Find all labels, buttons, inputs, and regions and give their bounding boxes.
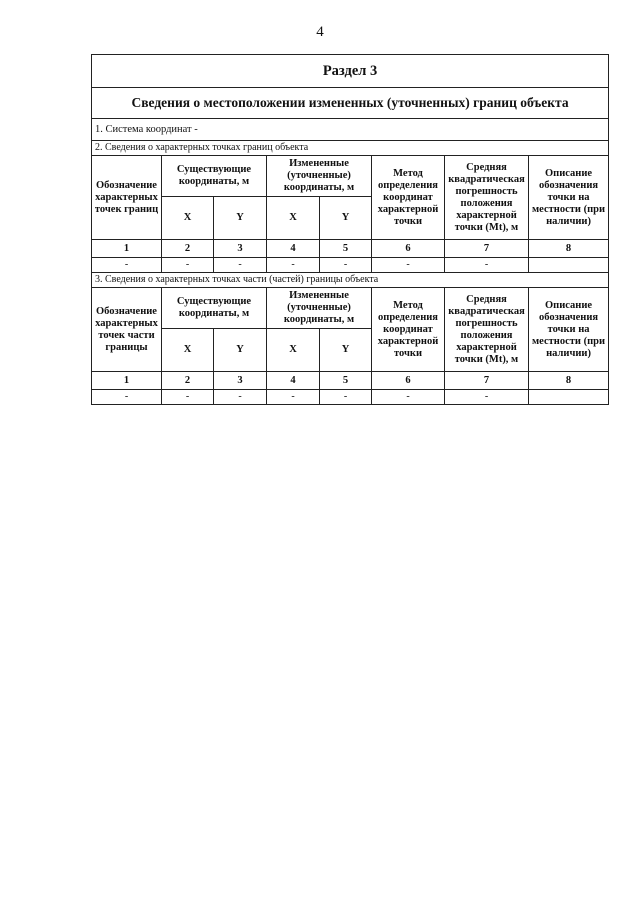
column-number: 5: [320, 372, 372, 390]
block2-header-accuracy: Средняя квадратическая погрешность положения характерной точки (Mt), м: [445, 156, 529, 240]
block2-header-x-existing: X: [162, 197, 214, 240]
column-number: 3: [214, 372, 267, 390]
block2-header-designation: Обозначение характерных точек границ: [92, 156, 162, 240]
block3-title: 3. Сведения о характерных точках части (частей) границы объекта: [92, 273, 609, 288]
block2-header-y-existing: Y: [214, 197, 267, 240]
block2-header-method: Метод определения координат характерной точки: [372, 156, 445, 240]
block3-header-method: Метод определения координат характерной точки: [372, 288, 445, 372]
column-number: 2: [162, 372, 214, 390]
table-cell: -: [445, 258, 529, 273]
block2-header-changed: Измененные (уточненные) координаты, м: [267, 156, 372, 197]
block3-header-description: Описание обозначения точки на местности (при наличии): [529, 288, 609, 372]
block3-header-x-existing: X: [162, 329, 214, 372]
column-number: 8: [529, 372, 609, 390]
column-number: 6: [372, 372, 445, 390]
page-number: 4: [316, 24, 324, 40]
block2-header-existing: Существующие координаты, м: [162, 156, 267, 197]
coordinate-system-line: 1. Система координат -: [92, 119, 609, 141]
table-cell: -: [92, 258, 162, 273]
block3-table-row: [92, 390, 609, 405]
section-3-table: [91, 54, 609, 405]
table-cell: -: [372, 258, 445, 273]
table-cell: [529, 390, 609, 405]
column-number: 1: [92, 372, 162, 390]
table-cell: -: [162, 390, 214, 405]
block2-table-row: [92, 258, 609, 273]
section-subtitle: Сведения о местоположении измененных (уточненных) границ объекта: [92, 88, 609, 119]
block3-header-existing: Существующие координаты, м: [162, 288, 267, 329]
column-number: 7: [445, 372, 529, 390]
column-number: 2: [162, 240, 214, 258]
block2-column-numbers: [92, 240, 609, 258]
block3-header-x-changed: X: [267, 329, 320, 372]
column-number: 1: [92, 240, 162, 258]
column-number: 7: [445, 240, 529, 258]
column-number: 4: [267, 372, 320, 390]
table-cell: -: [320, 390, 372, 405]
section-3-document: [91, 54, 608, 405]
block2-header-y-changed: Y: [320, 197, 372, 240]
block3-header-y-existing: Y: [214, 329, 267, 372]
block3-header-changed: Измененные (уточненные) координаты, м: [267, 288, 372, 329]
table-cell: -: [162, 258, 214, 273]
table-cell: -: [214, 258, 267, 273]
table-cell: -: [214, 390, 267, 405]
block3-header-designation: Обозначение характерных точек части границы: [92, 288, 162, 372]
block3-header-accuracy: Средняя квадратическая погрешность положения характерной точки (Mt), м: [445, 288, 529, 372]
block3-column-numbers: [92, 372, 609, 390]
table-cell: -: [372, 390, 445, 405]
block2-header-x-changed: X: [267, 197, 320, 240]
table-cell: -: [267, 390, 320, 405]
table-cell: -: [92, 390, 162, 405]
table-cell: -: [320, 258, 372, 273]
table-cell: [529, 258, 609, 273]
block3-header-y-changed: Y: [320, 329, 372, 372]
section-title: Раздел 3: [92, 55, 609, 88]
column-number: 3: [214, 240, 267, 258]
column-number: 4: [267, 240, 320, 258]
column-number: 8: [529, 240, 609, 258]
table-cell: -: [445, 390, 529, 405]
block2-header-description: Описание обозначения точки на местности (при наличии): [529, 156, 609, 240]
block2-title: 2. Сведения о характерных точках границ объекта: [92, 141, 609, 156]
table-cell: -: [267, 258, 320, 273]
column-number: 6: [372, 240, 445, 258]
column-number: 5: [320, 240, 372, 258]
